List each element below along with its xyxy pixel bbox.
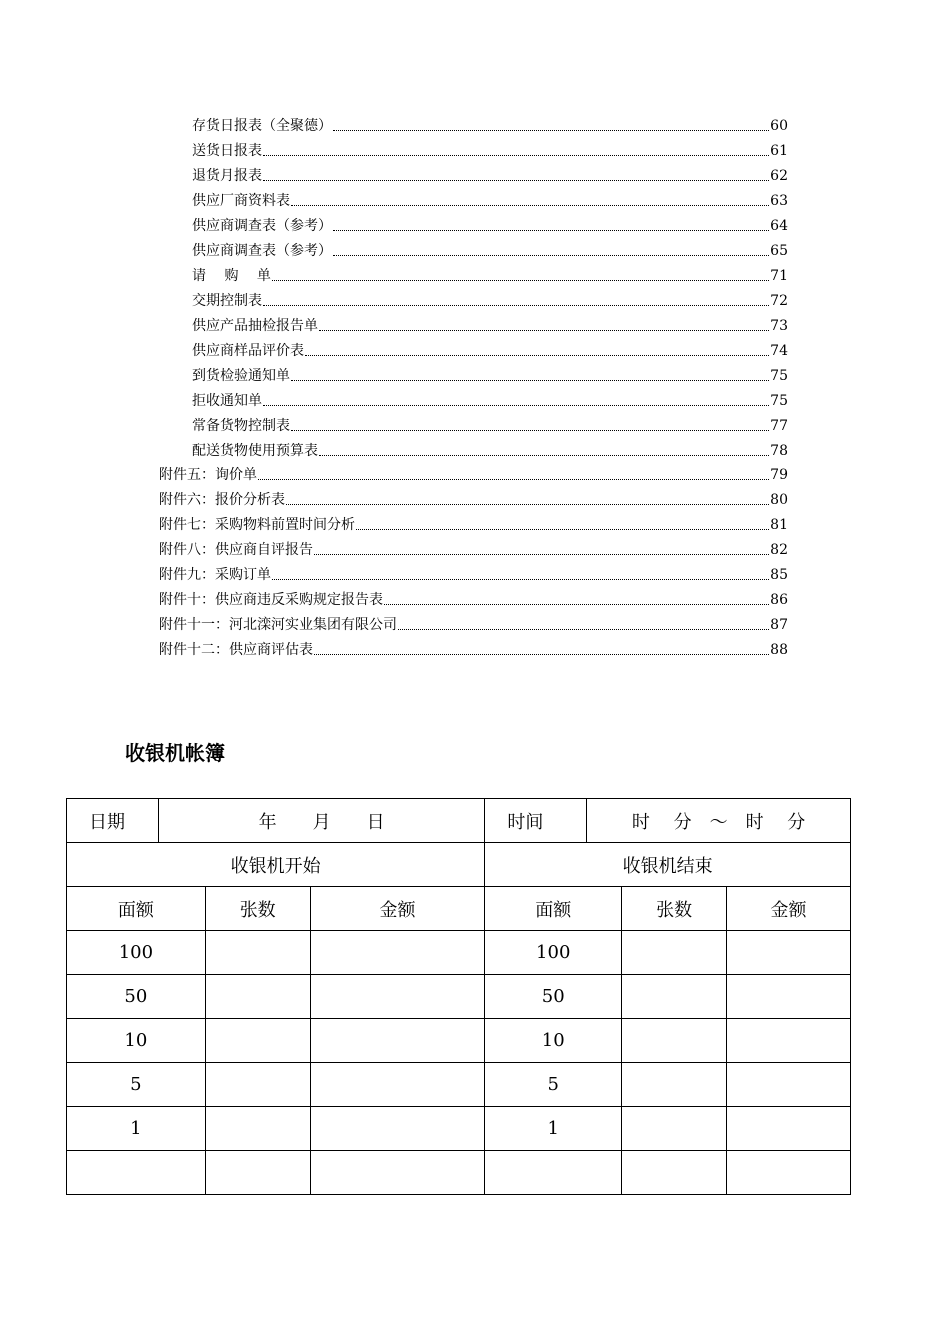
toc-entry[interactable] bbox=[159, 614, 788, 634]
toc-entry-page: 75 bbox=[770, 368, 788, 384]
end-denomination[interactable] bbox=[485, 1151, 622, 1195]
toc-entry[interactable] bbox=[192, 215, 788, 235]
end-amount-cell[interactable] bbox=[727, 1151, 851, 1195]
table-row bbox=[67, 931, 851, 975]
toc-leader-dots bbox=[263, 304, 769, 306]
toc-entry[interactable] bbox=[192, 290, 788, 310]
toc-entry-label: 请 购 单 bbox=[192, 268, 271, 284]
toc-entry-page: 78 bbox=[770, 443, 788, 459]
end-denomination: 1 bbox=[485, 1107, 622, 1151]
toc-entry-page: 71 bbox=[770, 268, 788, 284]
toc-entry-label: 供应商调查表（参考） bbox=[192, 243, 332, 259]
end-amount-cell[interactable] bbox=[727, 975, 851, 1019]
start-count-cell[interactable] bbox=[205, 1019, 310, 1063]
start-amount-cell[interactable] bbox=[310, 1019, 485, 1063]
start-count-header: 张数 bbox=[205, 887, 310, 931]
end-denomination: 10 bbox=[485, 1019, 622, 1063]
end-amount-cell[interactable] bbox=[727, 931, 851, 975]
start-count-cell[interactable] bbox=[205, 975, 310, 1019]
toc-entry-label: 常备货物控制表 bbox=[192, 418, 290, 434]
toc-entry[interactable] bbox=[192, 365, 788, 385]
toc-entry-label: 附件七：采购物料前置时间分析 bbox=[159, 517, 355, 533]
start-denomination: 5 bbox=[67, 1063, 206, 1107]
toc-entry[interactable] bbox=[159, 564, 788, 584]
toc-entry[interactable] bbox=[192, 315, 788, 335]
register-start-header: 收银机开始 bbox=[67, 843, 485, 887]
end-count-cell[interactable] bbox=[622, 1107, 727, 1151]
toc-entry-label: 附件十一：河北滦河实业集团有限公司 bbox=[159, 617, 397, 633]
table-row bbox=[67, 975, 851, 1019]
toc-leader-dots bbox=[398, 628, 769, 630]
toc-leader-dots bbox=[333, 129, 769, 131]
toc-entry-page: 72 bbox=[770, 293, 788, 309]
toc-entry-page: 62 bbox=[770, 168, 788, 184]
start-count-cell[interactable] bbox=[205, 1063, 310, 1107]
toc-entry-page: 63 bbox=[770, 193, 788, 209]
toc-entry-page: 65 bbox=[770, 243, 788, 259]
toc-entry[interactable] bbox=[159, 489, 788, 509]
end-denomination: 5 bbox=[485, 1063, 622, 1107]
start-count-cell[interactable] bbox=[205, 931, 310, 975]
date-field[interactable]: 年 月 日 bbox=[158, 799, 484, 843]
toc-leader-dots bbox=[305, 354, 769, 356]
start-count-cell[interactable] bbox=[205, 1151, 310, 1195]
toc-entry-label: 供应产品抽检报告单 bbox=[192, 318, 318, 334]
toc-entry-page: 77 bbox=[770, 418, 788, 434]
start-amount-cell[interactable] bbox=[310, 1151, 485, 1195]
end-denomination-header: 面额 bbox=[485, 887, 622, 931]
toc-leader-dots bbox=[258, 478, 769, 480]
toc-entry-label: 附件六：报价分析表 bbox=[159, 492, 285, 508]
toc-leader-dots bbox=[272, 279, 769, 281]
end-denomination: 50 bbox=[485, 975, 622, 1019]
toc-entry-page: 80 bbox=[770, 492, 788, 508]
toc-entry-page: 60 bbox=[770, 118, 788, 134]
toc-leader-dots bbox=[384, 603, 769, 605]
end-denomination: 100 bbox=[485, 931, 622, 975]
end-count-cell[interactable] bbox=[622, 1151, 727, 1195]
toc-entry-label: 拒收通知单 bbox=[192, 393, 262, 409]
end-amount-cell[interactable] bbox=[727, 1063, 851, 1107]
toc-entry-page: 61 bbox=[770, 143, 788, 159]
toc-entry[interactable] bbox=[192, 390, 788, 410]
toc-entry-page: 73 bbox=[770, 318, 788, 334]
toc-entry-page: 86 bbox=[770, 592, 788, 608]
toc-entry[interactable] bbox=[192, 340, 788, 360]
start-amount-cell[interactable] bbox=[310, 1063, 485, 1107]
start-denomination: 100 bbox=[67, 931, 206, 975]
toc-entry[interactable] bbox=[159, 539, 788, 559]
start-count-cell[interactable] bbox=[205, 1107, 310, 1151]
toc-entry[interactable] bbox=[192, 140, 788, 160]
toc-leader-dots bbox=[314, 553, 769, 555]
toc-entry-label: 送货日报表 bbox=[192, 143, 262, 159]
start-denomination: 10 bbox=[67, 1019, 206, 1063]
toc-entry-label: 存货日报表（全聚德） bbox=[192, 118, 332, 134]
end-count-cell[interactable] bbox=[622, 1063, 727, 1107]
toc-entry-page: 85 bbox=[770, 567, 788, 583]
toc-leader-dots bbox=[272, 578, 769, 580]
date-time-row bbox=[67, 799, 851, 843]
section-header-row bbox=[67, 843, 851, 887]
toc-entry-label: 附件五：询价单 bbox=[159, 467, 257, 483]
date-label: 日期 bbox=[67, 799, 159, 843]
end-amount-cell[interactable] bbox=[727, 1107, 851, 1151]
toc-entry[interactable] bbox=[159, 589, 788, 609]
end-amount-cell[interactable] bbox=[727, 1019, 851, 1063]
start-denomination[interactable] bbox=[67, 1151, 206, 1195]
section-title: 收银机帐簿 bbox=[125, 741, 225, 765]
start-amount-header: 金额 bbox=[310, 887, 485, 931]
end-count-cell[interactable] bbox=[622, 931, 727, 975]
end-count-header: 张数 bbox=[622, 887, 727, 931]
start-denomination: 50 bbox=[67, 975, 206, 1019]
toc-entry-page: 64 bbox=[770, 218, 788, 234]
toc-entry-label: 附件十二：供应商评估表 bbox=[159, 642, 313, 658]
start-amount-cell[interactable] bbox=[310, 975, 485, 1019]
toc-entry-page: 87 bbox=[770, 617, 788, 633]
toc-leader-dots bbox=[319, 454, 769, 456]
toc-leader-dots bbox=[291, 204, 769, 206]
register-end-header: 收银机结束 bbox=[485, 843, 851, 887]
table-row bbox=[67, 1107, 851, 1151]
time-field[interactable]: 时 分 ～ 时 分 bbox=[587, 799, 851, 843]
toc-entry[interactable] bbox=[192, 115, 788, 135]
toc-entry[interactable] bbox=[159, 639, 788, 659]
toc-entry[interactable] bbox=[159, 464, 788, 484]
toc-entry-label: 附件八：供应商自评报告 bbox=[159, 542, 313, 558]
toc-leader-dots bbox=[356, 528, 769, 530]
toc-leader-dots bbox=[263, 179, 769, 181]
toc-entry-label: 供应厂商资料表 bbox=[192, 193, 290, 209]
end-count-cell[interactable] bbox=[622, 1019, 727, 1063]
toc-entry-page: 79 bbox=[770, 467, 788, 483]
toc-leader-dots bbox=[286, 503, 769, 505]
toc-entry-label: 附件九：采购订单 bbox=[159, 567, 271, 583]
toc-entry-label: 附件十：供应商违反采购规定报告表 bbox=[159, 592, 383, 608]
start-denomination-header: 面额 bbox=[67, 887, 206, 931]
column-header-row bbox=[67, 887, 851, 931]
toc-entry[interactable] bbox=[192, 165, 788, 185]
toc-leader-dots bbox=[263, 154, 769, 156]
start-amount-cell[interactable] bbox=[310, 931, 485, 975]
cash-register-ledger-table bbox=[66, 798, 851, 1195]
toc-entry-label: 退货月报表 bbox=[192, 168, 262, 184]
toc-leader-dots bbox=[291, 379, 769, 381]
toc-entry-label: 供应商调查表（参考） bbox=[192, 218, 332, 234]
start-denomination: 1 bbox=[67, 1107, 206, 1151]
toc-leader-dots bbox=[291, 429, 769, 431]
toc-entry-page: 75 bbox=[770, 393, 788, 409]
toc-entry[interactable] bbox=[192, 190, 788, 210]
toc-entry[interactable] bbox=[159, 514, 788, 534]
toc-leader-dots bbox=[263, 404, 769, 406]
toc-entry[interactable] bbox=[192, 240, 788, 260]
table-row bbox=[67, 1019, 851, 1063]
toc-leader-dots bbox=[314, 653, 769, 655]
toc-entry[interactable] bbox=[192, 265, 788, 285]
toc-leader-dots bbox=[333, 229, 769, 231]
toc-entry-page: 81 bbox=[770, 517, 788, 533]
time-label: 时间 bbox=[485, 799, 587, 843]
table-row bbox=[67, 1063, 851, 1107]
toc-leader-dots bbox=[319, 329, 769, 331]
toc-entry-label: 交期控制表 bbox=[192, 293, 262, 309]
start-amount-cell[interactable] bbox=[310, 1107, 485, 1151]
toc-entry-page: 82 bbox=[770, 542, 788, 558]
toc-entry[interactable] bbox=[192, 440, 788, 460]
toc-leader-dots bbox=[333, 254, 769, 256]
toc-entry-label: 配送货物使用预算表 bbox=[192, 443, 318, 459]
toc-entry-label: 供应商样品评价表 bbox=[192, 343, 304, 359]
toc-entry-page: 88 bbox=[770, 642, 788, 658]
end-count-cell[interactable] bbox=[622, 975, 727, 1019]
end-amount-header: 金额 bbox=[727, 887, 851, 931]
toc-entry-page: 74 bbox=[770, 343, 788, 359]
toc-entry-label: 到货检验通知单 bbox=[192, 368, 290, 384]
toc-entry[interactable] bbox=[192, 415, 788, 435]
table-row bbox=[67, 1151, 851, 1195]
